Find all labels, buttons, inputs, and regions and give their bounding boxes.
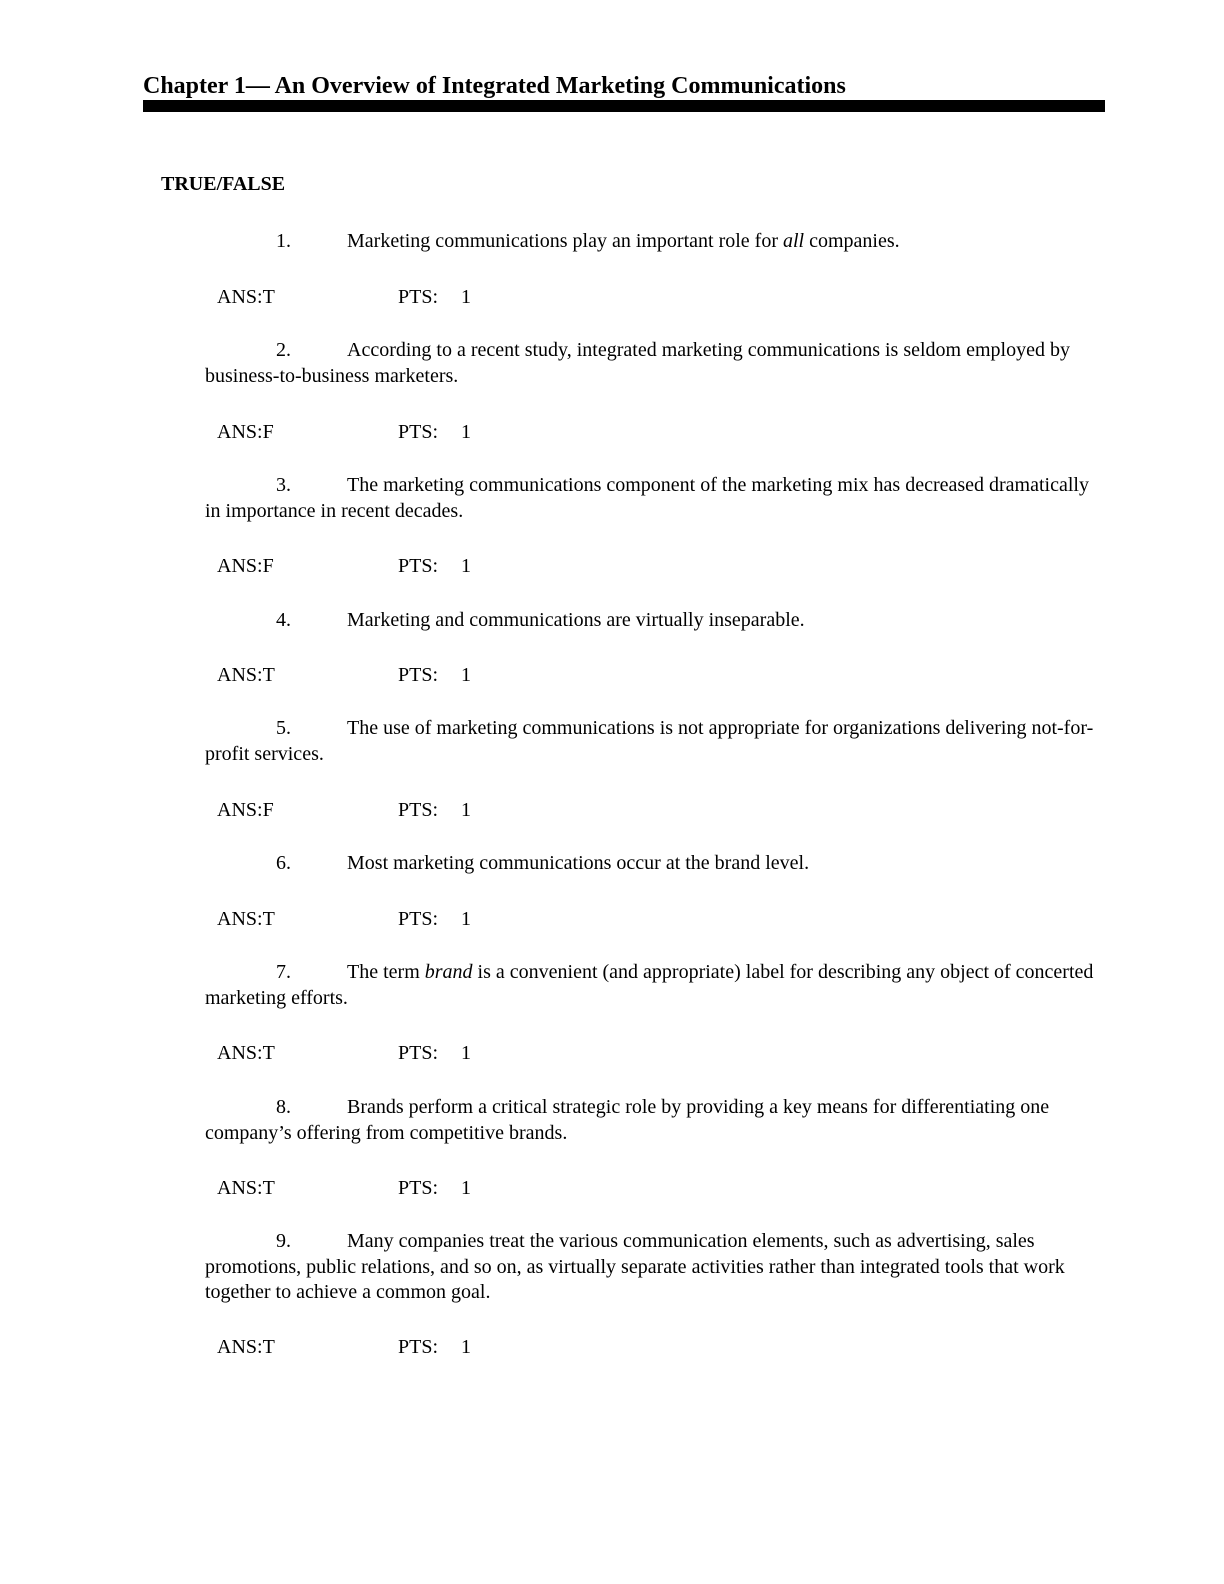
question-1 (205, 229, 1105, 255)
question-text: Brands perform a critical strategic role by providing a key means for differentiating one company’s offering from competitive brands. (205, 1096, 1050, 1144)
answer-line-1 (217, 284, 617, 310)
points-value: 1 (461, 664, 471, 686)
question-text: The term (347, 961, 425, 983)
question-text: According to a recent study, integrated marketing communications is seldom employed by business-to-business marketers. (205, 339, 1070, 387)
points (398, 1175, 471, 1201)
answer (217, 1040, 275, 1066)
points-label: PTS: (398, 1336, 439, 1358)
answer-line-6 (217, 906, 617, 932)
question-2 (205, 338, 1105, 389)
question-8 (205, 1095, 1105, 1146)
question-3 (205, 473, 1105, 524)
answer-line-2 (217, 419, 617, 445)
question-text: The use of marketing communications is not appropriate for organizations delivering not-for-profit services. (205, 717, 1094, 765)
question-emphasis: brand (424, 961, 473, 983)
question-text-end: is a convenient (and appropriate) label for describing any object of concerted marketing efforts. (205, 961, 1094, 1009)
points (398, 1334, 471, 1360)
points (398, 662, 471, 688)
answer-line-7 (217, 1040, 617, 1066)
answer-label: ANS: (217, 1042, 263, 1064)
answer (217, 906, 275, 932)
answer (217, 284, 275, 310)
answer-value: F (262, 555, 274, 577)
question-number: 8. (276, 1096, 291, 1118)
answer-value: T (262, 908, 275, 930)
answer (217, 419, 274, 445)
section-heading: TRUE/FALSE (161, 173, 286, 195)
answer-value: F (262, 421, 274, 443)
question-number: 3. (276, 474, 291, 496)
points (398, 419, 471, 445)
title-rule (143, 100, 1105, 112)
question-4 (205, 608, 1105, 634)
chapter-title: Chapter 1— An Overview of Integrated Marketing Communications (143, 73, 846, 99)
points-label: PTS: (398, 799, 439, 821)
answer-label: ANS: (217, 799, 263, 821)
question-number: 4. (276, 609, 291, 631)
answer-label: ANS: (217, 908, 263, 930)
points-label: PTS: (398, 555, 439, 577)
answer-label: ANS: (217, 1336, 263, 1358)
points-value: 1 (461, 421, 471, 443)
question-text: Marketing communications play an important role for (347, 230, 783, 252)
question-5 (205, 716, 1105, 767)
points-label: PTS: (398, 908, 439, 930)
answer-value: T (262, 286, 275, 308)
points (398, 906, 471, 932)
points-label: PTS: (398, 1042, 439, 1064)
answer-label: ANS: (217, 421, 263, 443)
answer-line-8 (217, 1175, 617, 1201)
question-number: 7. (276, 961, 291, 983)
points-value: 1 (461, 1336, 471, 1358)
answer-line-5 (217, 797, 617, 823)
answer-line-9 (217, 1334, 617, 1360)
answer-value: T (262, 664, 275, 686)
points-value: 1 (461, 1177, 471, 1199)
points-value: 1 (461, 799, 471, 821)
question-emphasis: all (783, 230, 805, 252)
question-text: Marketing and communications are virtually inseparable. (347, 609, 805, 631)
answer (217, 553, 274, 579)
question-9 (205, 1229, 1105, 1306)
question-text-end: companies. (804, 230, 900, 252)
points (398, 797, 471, 823)
points (398, 553, 471, 579)
points-value: 1 (461, 1042, 471, 1064)
answer-value: T (262, 1042, 275, 1064)
question-number: 5. (276, 717, 291, 739)
answer-value: F (262, 799, 274, 821)
answer-label: ANS: (217, 286, 263, 308)
question-number: 2. (276, 339, 291, 361)
answer-label: ANS: (217, 555, 263, 577)
points-value: 1 (461, 908, 471, 930)
question-text: The marketing communications component of the marketing mix has decreased dramatically in importance in recent decades. (205, 474, 1089, 522)
points (398, 284, 471, 310)
answer (217, 1175, 275, 1201)
question-number: 9. (276, 1230, 291, 1252)
question-text: Many companies treat the various communication elements, such as advertising, sales promotions, public relations, and so on, as virtually separate activities rather than integrated tools that work together to achieve a common goal. (205, 1230, 1065, 1303)
answer-line-4 (217, 662, 617, 688)
points-label: PTS: (398, 664, 439, 686)
points-label: PTS: (398, 421, 439, 443)
answer-label: ANS: (217, 664, 263, 686)
answer-value: T (262, 1336, 275, 1358)
question-text: Most marketing communications occur at the brand level. (347, 852, 810, 874)
answer (217, 662, 275, 688)
answer (217, 797, 274, 823)
answer-value: T (262, 1177, 275, 1199)
question-number: 1. (276, 230, 291, 252)
points-label: PTS: (398, 1177, 439, 1199)
answer-line-3 (217, 553, 617, 579)
answer-label: ANS: (217, 1177, 263, 1199)
points-label: PTS: (398, 286, 439, 308)
question-number: 6. (276, 852, 291, 874)
points-value: 1 (461, 286, 471, 308)
question-7 (205, 960, 1105, 1011)
question-6 (205, 851, 1105, 877)
points-value: 1 (461, 555, 471, 577)
answer (217, 1334, 275, 1360)
points (398, 1040, 471, 1066)
